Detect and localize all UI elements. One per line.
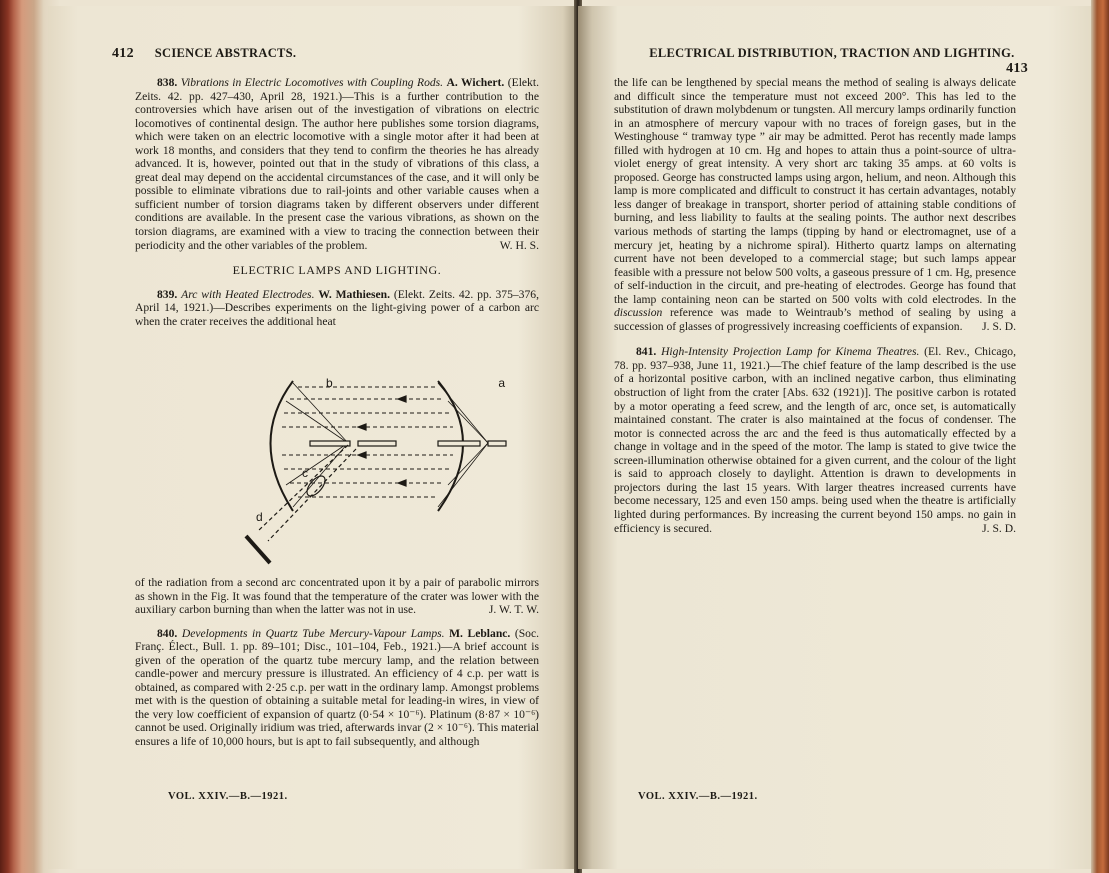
- abstract-839-body-part2: of the radiation from a second arc concentrated upon it by a pair of parabolic mirrors as shown in the Fig. It was found that the temperature of the crater was lower with the auxiliary carbon burning than when the latter was not in use.: [135, 576, 539, 617]
- arc-mirror-figure: [198, 371, 508, 571]
- abstract-841-body: (El. Rev., Chicago, 78. pp. 937–938, June 11, 1921.)—The chief feature of the lamp described is the use of a horizontal positive carbon, with an inclined negative carbon, thus eliminating obstruction of light from the crater [Abs. 632 (1921)]. The positive carbon is rotated by a motor operating a feed screw, and the length of arc, once set, is automatically maintained constant. The crater is also maintained at the focus of condenser. The motor is connected across the arc and the feed is thus automatically effected by a change in voltage and in the speed of the motor. The lamp is stated to give twice the screen-illumination otherwise obtained for a given current, and the colour of the light is said to approach closely to daylight. Attention is drawn to developments in projectors during the last 15 years. With larger theatres increased currents have become necessary, 125 and even 150 amps. being used when the theatre is artificially lighted during performances. By increasing the current beyond 150 amps. no gain in efficiency is secured.: [614, 345, 1016, 535]
- right-running-head: ELECTRICAL DISTRIBUTION, TRACTION AND LIGHTING.: [649, 46, 1015, 60]
- abstract-840-author: M. Leblanc.: [449, 626, 511, 640]
- abstract-840-number: 840.: [157, 626, 178, 640]
- abstract-839-title: Arc with Heated Electrodes.: [181, 287, 315, 301]
- abstract-839-initials: J. W. T. W.: [488, 603, 539, 617]
- left-text-column-top: [135, 76, 539, 328]
- abstract-838-body: (Elekt. Zeits. 42. pp. 427–430, April 28, 1921.)—This is a further contribution to the controversies which have arisen out of the investigation of vibrations on electric locomotives of continental design. The author here publishes some torsion diagrams, which were taken on an electric locomotive with a single motor after it had been at work 18 months, and considers that they tend to confirm the theories he has already advanced. It is, however, pointed out that in the study of vibrations of this class, a great deal may depend on the accidental circumstances of the case, and it will only be possible to eliminate vibrations due to rail-joints and other variable causes when a sufficient number of torsion diagrams taken by different observers under different conditions are available. In the present case the various vibrations, as shown on the torsion diagrams, are examined with a view to tracing the connection between their periodicity and the other variables of the problem.: [135, 76, 539, 252]
- right-text-column: [614, 76, 1016, 535]
- abstract-839-number: 839.: [157, 287, 178, 301]
- right-page-number: 413: [1006, 61, 1028, 76]
- abstract-841-number: 841.: [636, 345, 657, 359]
- figure-label-b: b: [326, 376, 333, 390]
- abstract-839-author: W. Mathiesen.: [318, 287, 390, 301]
- left-text-column-bottom: [135, 576, 539, 749]
- abstract-839-body-part1: (Elekt. Zeits. 42. pp. 375–376, April 14, 1921.)—Describes experiments on the light-giving power of a carbon arc when the crater receives the additional heat: [135, 287, 539, 328]
- left-page-footer: VOL. XXIV.—B.—1921.: [168, 791, 288, 802]
- left-page-number: 412: [112, 46, 134, 61]
- figure-label-c: c: [302, 466, 308, 480]
- abstract-840-initials: J. S. D.: [982, 319, 1016, 333]
- abstract-841-title: High-Intensity Projection Lamp for Kinema Theatres.: [661, 345, 920, 359]
- abstract-840-continued: [614, 76, 1016, 333]
- figure-label-d: d: [256, 510, 263, 524]
- abstract-838-initials: W. H. S.: [499, 238, 539, 252]
- abstract-838-title: Vibrations in Electric Locomotives with Coupling Rods.: [180, 76, 444, 89]
- abstract-840-continuation: the life can be lengthened by special means the method of sealing is always delicate and difficult since the temperature must not exceed 200°. This has led to the substitution of drawn molybdenum or tungsten. All mercury lamps ordinarily function in an atmosphere of mercury vapour with no traces of foreign gases, but in the Westinghouse “ tramway type ” air may be admitted. Perot has recently made lamps filled with hydrogen at 10 cm. Hg and hopes to attain thus a point-source of ultra-violet energy of great intensity. A very short arc taking 35 amps. at 60 volts is proposed. George has constructed lamps using argon, helium, and neon. Although this lamp is more complicated and difficult to construct it has certain advantages, notably less danger of breakage in transport, shorter period of attaining stable conditions of burning, and less liability to faults at the sealing points. The author next describes various methods of starting the lamps (tipping by hand or electromagnet, use of a mercury jet, heating by a nichrome spiral). Hitherto quartz lamps on alternating current have not been developed to a commercial stage; but such lamps appear feasible with a pressure not below 500 volts, a gaseous pressure of 1 cm. Hg, presence of self-induction in the circuit, and pre-heating of electrodes. George has found that the lamp containing neon can be started on 500 volts with cold electrodes. In the: [614, 76, 1016, 306]
- abstract-840-body: (Soc. Franç. Élect., Bull. 1. pp. 89–101; Disc., 101–104, Feb., 1921.)—A brief account is given of the operation of the quartz tube mercury lamp, and the relation between candle-power and mercury pressure is illustrated. An efficiency of 4 c.p. per watt is obtained, as compared with 2·25 c.p. per watt in the ordinary lamp. Amongst problems met with is the question of obtaining a suitable metal for leading-in wires, in view of the very low coefficient of expansion of quartz (0·54 × 10⁻⁶). Platinum (8·87 × 10⁻⁶) cannot be used. Originally iridium was tried, afterwards invar (2 × 10⁻⁶). This material ensures a life of 10,000 hours, but is apt to fail subsequently, and although: [135, 626, 540, 749]
- abstract-840: [135, 627, 539, 749]
- abstract-841: [614, 345, 1016, 535]
- abstract-840-title: Developments in Quartz Tube Mercury-Vapour Lamps.: [181, 626, 445, 640]
- left-mirror: [271, 381, 294, 511]
- abstract-838-author: A. Wichert.: [446, 76, 505, 89]
- right-page-header: [640, 46, 1028, 77]
- discussion-word: discussion: [614, 306, 663, 320]
- section-heading: ELECTRIC LAMPS AND LIGHTING.: [232, 263, 442, 278]
- left-page: [48, 6, 578, 869]
- figure-label-a: a: [498, 376, 505, 390]
- left-page-header: [112, 46, 296, 62]
- abstract-839-continued: [135, 576, 539, 617]
- left-running-head: SCIENCE ABSTRACTS.: [154, 46, 297, 60]
- abstract-841-initials: J. S. D.: [982, 521, 1016, 535]
- abstract-839: [135, 288, 539, 329]
- abstract-838-number: 838.: [157, 76, 178, 89]
- abstract-840-continuation-end: reference was made to Weintraub’s method of sealing by using a succession of glasses of progressively increasing coefficients of expansion.: [614, 306, 1017, 333]
- right-page-footer: VOL. XXIV.—B.—1921.: [638, 791, 758, 802]
- book-edge: [1091, 0, 1109, 873]
- right-page: [578, 6, 1091, 869]
- abstract-838: [135, 76, 539, 252]
